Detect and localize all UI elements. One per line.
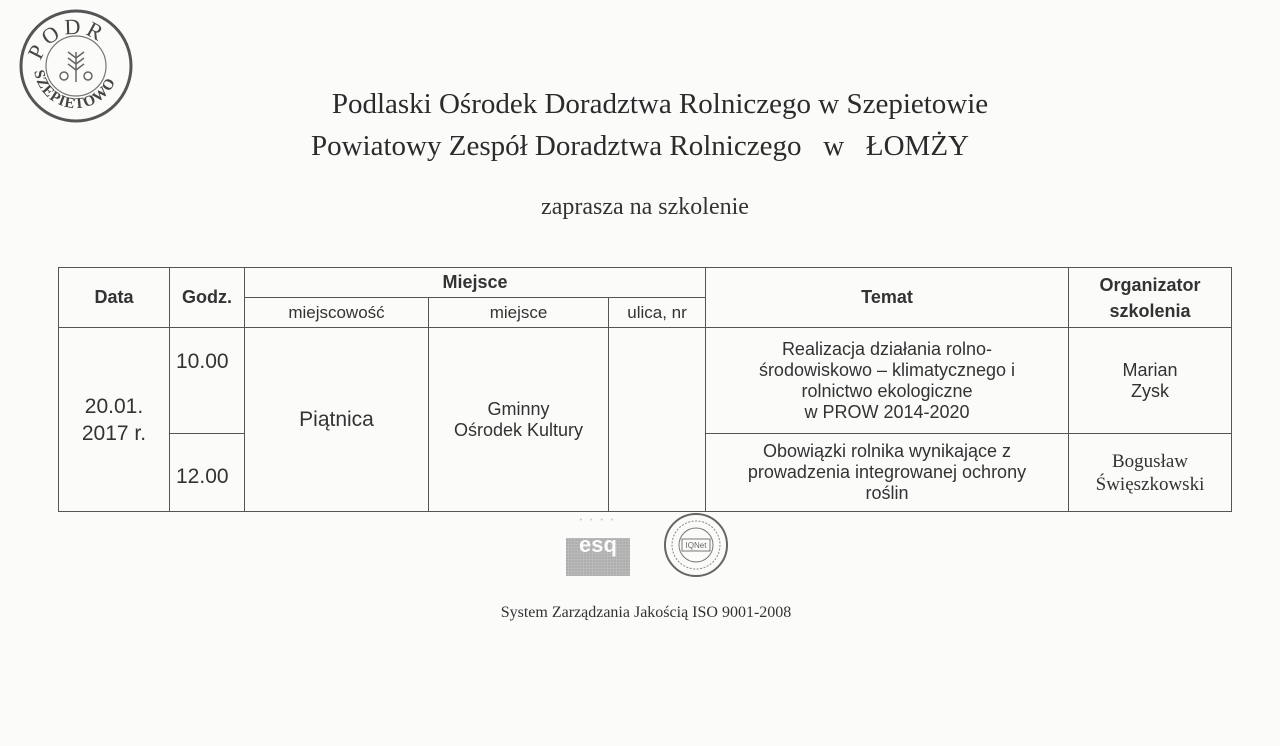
footer-iso-note: System Zarządzania Jakością ISO 9001-2008: [500, 604, 792, 621]
table-row: [59, 328, 1232, 434]
eqnet-logo: [566, 517, 630, 576]
organizer-header-line2: szkolenia: [1109, 300, 1191, 321]
street-cell: [609, 328, 706, 512]
topic-line: środowiskowo – klimatycznego i: [758, 359, 1016, 380]
topic-cell: [706, 434, 1069, 512]
header-title-line2: Powiatowy Zespół Doradztwa Rolniczego w ŁOMŻY: [310, 130, 969, 162]
organizer-header-line1: Organizator: [1099, 274, 1201, 295]
organizer-line: Święszkowski: [1095, 473, 1205, 495]
date-cell: [59, 328, 170, 512]
organizer-line: Bogusław: [1112, 450, 1188, 472]
organizer-cell: [1069, 434, 1232, 512]
col-header-topic: Temat: [706, 268, 1069, 328]
topic-line: Realizacja działania rolno-: [781, 338, 993, 359]
venue-line1: Gminny: [487, 398, 550, 419]
topic-line: prowadzenia integrowanej ochrony: [747, 462, 1027, 482]
topic-cell: [706, 328, 1069, 434]
date-line1: 20.01.: [84, 394, 144, 418]
venue-line2: Ośrodek Kultury: [453, 419, 584, 440]
svg-text:• • • •: • • • •: [579, 517, 617, 524]
col-header-date: Data: [59, 268, 170, 328]
header-title-line1: Podlaski Ośrodek Doradztwa Rolniczego w Szepietowie: [331, 88, 989, 120]
venue-cell: [429, 328, 609, 512]
training-schedule-table: [58, 267, 1232, 512]
town-cell: Piątnica: [245, 328, 429, 512]
date-line2: 2017 r.: [81, 421, 147, 445]
header-subtitle: zaprasza na szkolenie: [541, 194, 749, 220]
topic-line: Obowiązki rolnika wynikające z: [762, 441, 1012, 461]
organizer-line: Zysk: [1131, 380, 1169, 401]
col-header-venue: miejsce: [429, 298, 609, 328]
col-header-town: miejscowość: [245, 298, 429, 328]
iqnet-seal-logo: [665, 514, 727, 576]
organizer-cell: [1069, 328, 1232, 434]
svg-text:SZEPIETOWO: SZEPIETOWO: [30, 68, 120, 113]
svg-text:esq: esq: [579, 532, 617, 557]
organizer-line: Marian: [1122, 359, 1178, 380]
certification-logos: [563, 512, 743, 580]
col-header-organizer: [1069, 268, 1232, 328]
time-cell: 10.00: [170, 328, 245, 434]
svg-text:PODR: PODR: [22, 13, 111, 63]
col-header-time: Godz.: [170, 268, 245, 328]
col-header-place: Miejsce: [245, 268, 706, 298]
topic-line: roślin: [865, 483, 909, 503]
topic-line: w PROW 2014-2020: [804, 401, 970, 422]
svg-text:IQNet: IQNet: [685, 541, 707, 550]
topic-line: rolnictwo ekologiczne: [801, 380, 973, 401]
col-header-street: ulica, nr: [609, 298, 706, 328]
time-cell: 12.00: [170, 434, 245, 512]
